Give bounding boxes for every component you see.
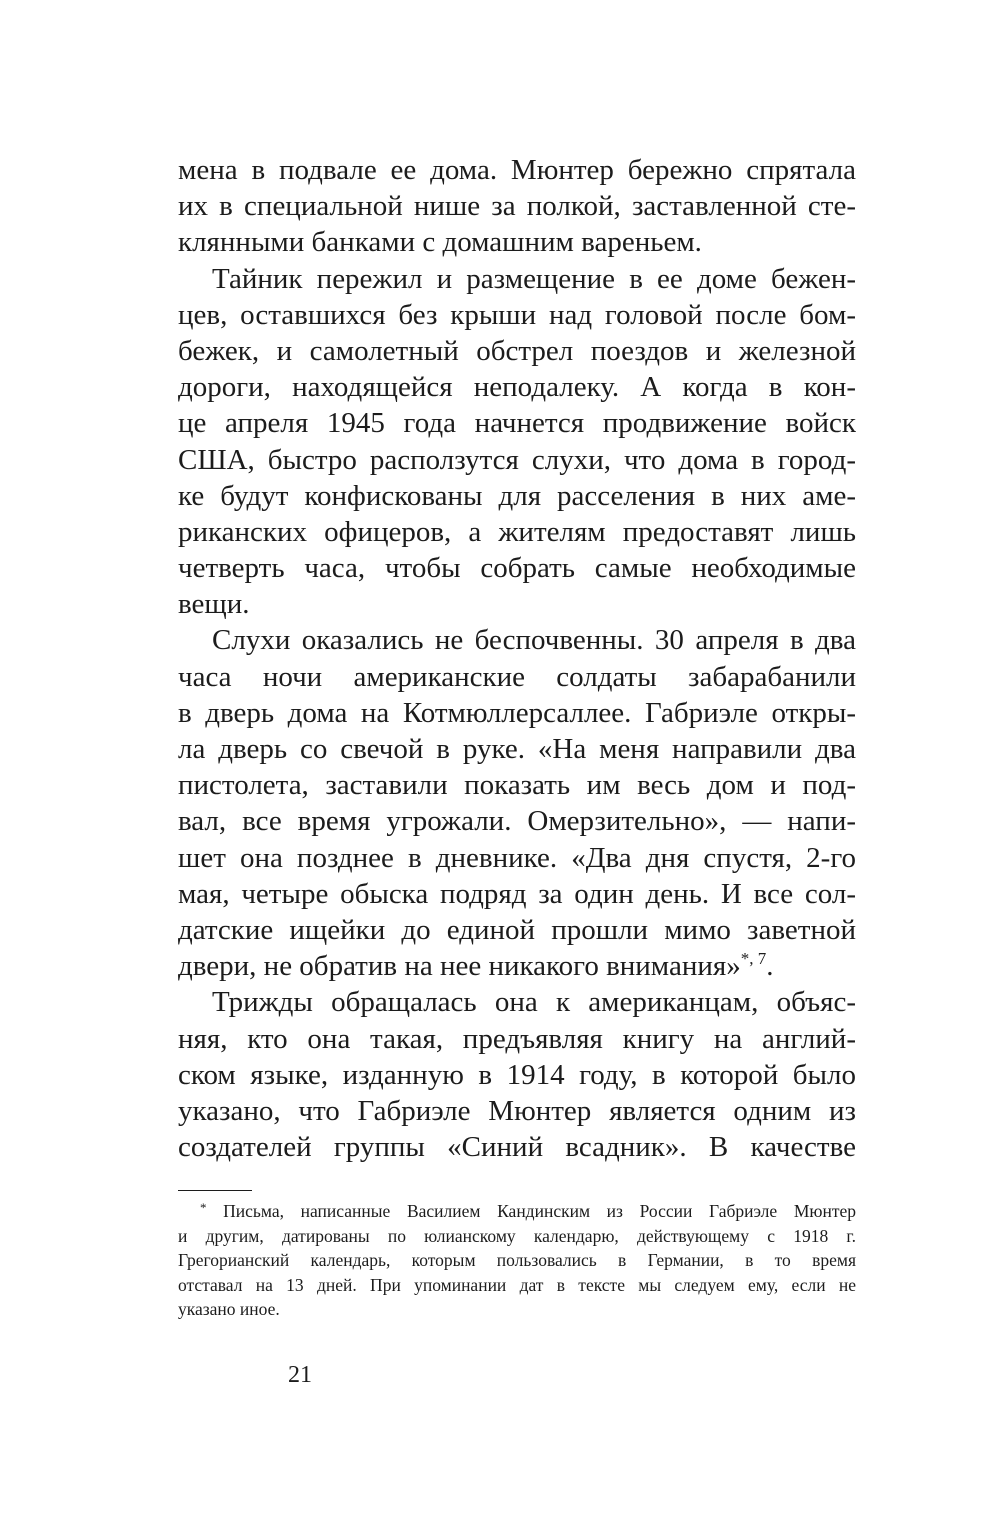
footnote-line: указано иное.: [178, 1299, 280, 1319]
sentence-end: .: [766, 950, 774, 983]
footnote-reference: *, 7: [740, 949, 767, 969]
text-line: мена в подвале ее дома. Мюнтер бережно спрятала: [178, 154, 856, 186]
text-line: няя, кто она такая, предъявляя книгу на англий-: [178, 1022, 856, 1055]
text-line: цев, оставшихся без крыши над головой после бом-: [178, 298, 856, 331]
text-line: Слухи оказались не беспочвенны. 30 апреля в два: [212, 624, 856, 657]
footnote-line: Грегорианский календарь, которым пользовались в Германии, в то время: [178, 1250, 856, 1270]
text-line: клянными банками с домашним вареньем.: [178, 226, 702, 259]
footnote-line: и другим, датированы по юлианскому календарю, действующему с 1918 г.: [178, 1225, 856, 1246]
text-line: четверть часа, чтобы собрать самые необходимые: [178, 552, 856, 585]
text-line: Трижды обращалась она к американцам, объяс-: [212, 986, 856, 1019]
text-line-content: двери, не обратив на нее никакого внимания»: [178, 950, 741, 983]
footnote-line: отставал на 13 дней. При упоминании дат в тексте мы следуем ему, если не: [178, 1274, 856, 1295]
text-line: создателей группы «Синий всадник». В качестве: [178, 1131, 856, 1164]
page-number: 21: [288, 1362, 312, 1388]
footnote-line: [178, 1199, 856, 1224]
text-line: Тайник пережил и размещение в ее доме бежен-: [212, 262, 856, 295]
text-line: дороги, находящейся неподалеку. А когда в кон-: [178, 371, 856, 404]
text-line: датские ищейки до единой прошли мимо заветной: [178, 913, 856, 946]
text-line: бежек, и самолетный обстрел поездов и железной: [178, 334, 856, 367]
text-line: США, быстро расползутся слухи, что дома в город-: [178, 443, 856, 476]
footnote-marker: *: [200, 1200, 207, 1215]
text-line: вещи.: [178, 588, 250, 621]
text-line: мая, четыре обыска подряд за один день. И все сол-: [178, 877, 856, 910]
text-line: ла дверь со свечой в руке. «На меня направили два: [178, 733, 856, 765]
text-line: риканских офицеров, а жителям предоставят лишь: [178, 515, 856, 548]
main-text: [178, 152, 856, 1165]
text-line: шет она позднее в дневнике. «Два дня спустя, 2-го: [178, 841, 856, 874]
text-line: пистолета, заставили показать им весь дом и под-: [178, 769, 856, 802]
text-line: це апреля 1945 года начнется продвижение войск: [178, 407, 856, 440]
text-line: в дверь дома на Котмюллерсаллее. Габриэле откры-: [178, 696, 856, 729]
text-line: ском языке, изданную в 1914 году, в которой было: [178, 1058, 856, 1091]
text-line: их в специальной нише за полкой, заставленной сте-: [178, 190, 856, 223]
footnote-line-content: Письма, написанные Василием Кандинским из России Габриэле Мюнтер: [223, 1201, 856, 1221]
text-line: часа ночи американские солдаты забарабанили: [178, 660, 856, 693]
footnote: [178, 1199, 856, 1322]
text-line: вал, все время угрожали. Омерзительно», — напи-: [178, 805, 856, 838]
text-line: [178, 948, 856, 984]
text-line: указано, что Габриэле Мюнтер является одним из: [178, 1094, 856, 1127]
text-line: ке будут конфискованы для расселения в них аме-: [178, 479, 856, 512]
footnote-divider: [178, 1190, 252, 1191]
